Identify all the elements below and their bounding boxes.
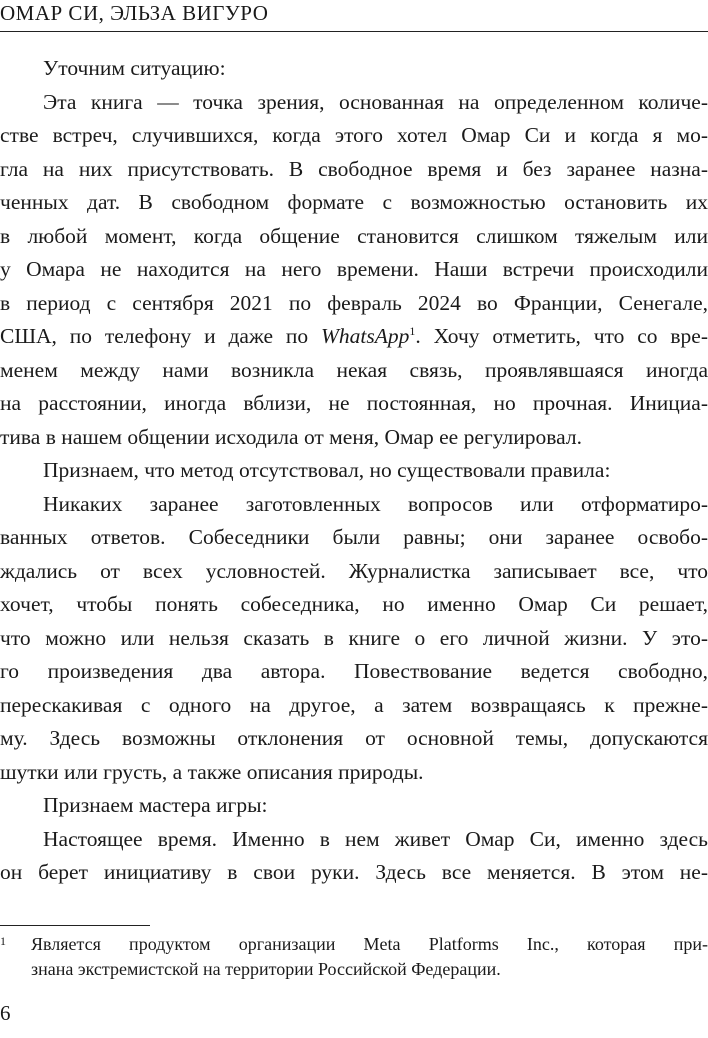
italic-term: WhatsApp (321, 324, 410, 348)
text-line (0, 823, 708, 857)
footnote (0, 932, 708, 982)
body-text (0, 52, 708, 890)
text-line (0, 722, 708, 756)
text-line (0, 421, 708, 455)
text-line (0, 454, 708, 488)
text-line (0, 789, 708, 823)
text-line-content: Никаких заранее заготовленных вопросов или отформатиро- (43, 491, 708, 516)
text-line-content: шутки или грусть, а также описания природы. (0, 759, 424, 784)
text-line (0, 119, 708, 153)
text-line (0, 521, 708, 555)
text-line-content: Настоящее время. Именно в нем живет Омар Си, именно здесь (43, 826, 708, 851)
text-line-content: Признаем мастера игры: (43, 793, 268, 817)
footnote-line: знана экстремистской на территории Российской Федерации. (31, 959, 501, 979)
text-line (0, 588, 708, 622)
text-line (0, 287, 708, 321)
text-line-content: что можно или нельзя сказать в книге о его личной жизни. У это- (0, 625, 708, 650)
text-line (0, 488, 708, 522)
header-rule (0, 31, 708, 32)
text-line-content: на расстоянии, иногда вблизи, не постоянная, но прочная. Инициа- (0, 391, 708, 415)
text-line-content: в любой момент, когда общение становится слишком тяжелым или (0, 223, 708, 248)
footnote-reference[interactable]: 1 (409, 323, 416, 338)
text-line-content: тива в нашем общении исходила от меня, Омар ее регулировал. (0, 424, 582, 449)
text-line (0, 153, 708, 187)
text-line (0, 320, 708, 354)
text-line (0, 555, 708, 589)
text-line-content: хочет, чтобы понять собеседника, но именно Омар Си решает, (0, 592, 708, 616)
text-line-content: гла на них присутствовать. В свободное время и без заранее назна- (0, 156, 708, 181)
text-line (0, 622, 708, 656)
text-line-content: Эта книга — точка зрения, основанная на определенном количе- (43, 89, 708, 114)
text-line (0, 856, 708, 890)
text-line (0, 52, 708, 86)
text-line (0, 756, 708, 790)
text-line-content: он берет инициативу в свои руки. Здесь все меняется. В этом не- (0, 860, 708, 884)
text-line-continuation: . Хочу отметить, что со вре- (415, 324, 708, 348)
text-line-content: го произведения два автора. Повествование ведется свободно, (0, 659, 708, 683)
text-line-content: Уточним ситуацию: (43, 56, 226, 80)
text-line (0, 186, 708, 220)
footnote-number: 1 (0, 934, 6, 948)
page-number: 6 (0, 1001, 11, 1025)
text-line-content: ченных дат. В свободном формате с возможностью остановить их (0, 190, 708, 214)
text-line-content: перескакивая с одного на другое, а затем возвращаясь к прежне- (0, 692, 708, 717)
running-head: ОМАР СИ, ЭЛЬЗА ВИГУРО (0, 1, 269, 25)
text-line (0, 689, 708, 723)
text-line (0, 655, 708, 689)
text-line (0, 220, 708, 254)
text-line-content: США, по телефону и даже по (0, 324, 322, 348)
footnote-line: Является продуктом организации Meta Platforms Inc., которая при- (31, 934, 708, 954)
text-line-content: менем между нами возникла некая связь, проявлявшаяся иногда (0, 357, 708, 382)
text-line (0, 86, 708, 120)
text-line (0, 253, 708, 287)
text-line-content: в период с сентября 2021 по февраль 2024 во Франции, Сенегале, (0, 290, 708, 315)
text-line-content: ждались от всех условностей. Журналистка записывает все, что (0, 558, 708, 583)
text-line-content: ванных ответов. Собеседники были равны; они заранее освобо- (0, 525, 708, 549)
text-line (0, 387, 708, 421)
text-line-content: Признаем, что метод отсутствовал, но существовали правила: (43, 458, 611, 482)
text-line-content: у Омара не находится на него времени. Наши встречи происходили (0, 257, 708, 281)
text-line-content: му. Здесь возможны отклонения от основной темы, допускаются (0, 726, 708, 750)
text-line (0, 354, 708, 388)
footnote-rule (0, 925, 150, 926)
text-line-content: стве встреч, случившихся, когда этого хотел Омар Си и когда я мо- (0, 123, 708, 147)
